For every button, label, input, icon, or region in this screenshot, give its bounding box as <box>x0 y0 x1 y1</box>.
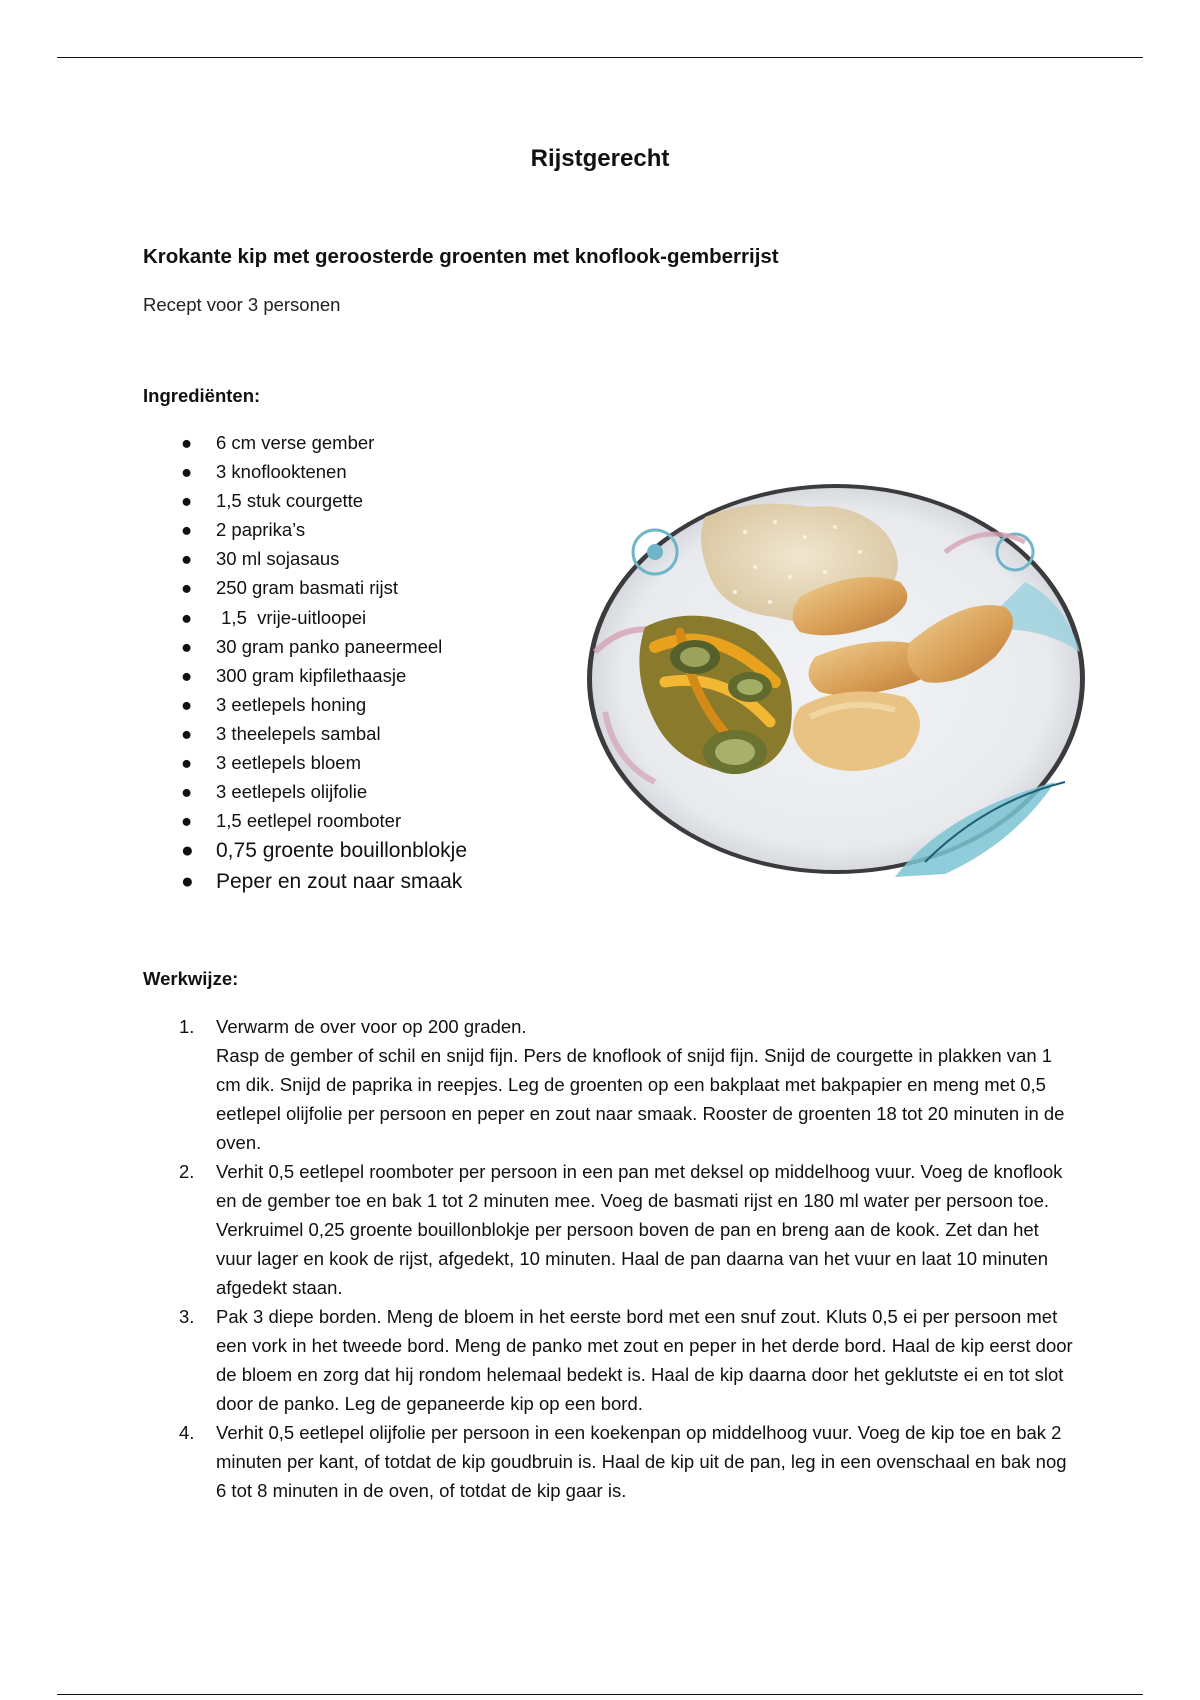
ingredient-item: ● 6 cm verse gember <box>175 428 467 457</box>
ingredient-item: ● 1,5 vrije-uitloopei <box>175 603 467 632</box>
ingredient-item: ● 2 paprika’s <box>175 515 467 544</box>
dish-photo <box>585 482 1087 877</box>
ingredients-heading: Ingrediënten: <box>143 385 261 406</box>
ingredient-item: ● 3 eetlepels bloem <box>175 748 467 777</box>
servings-text: Recept voor 3 personen <box>143 294 341 315</box>
step-text: Verhit 0,5 eetlepel roomboter per persoon in een pan met deksel op middelhoog vuur. Voeg de knoflook en de gember toe en bak 1 tot 2 minuten mee. Voeg de basmati rijst en 180 ml water per persoon toe. Verkruimel 0,25 groente bouillonblokje per persoon boven de pan en breng aan de kook. Zet dan het vuur lager en kook de rijst, afgedekt, 10 minuten. Haal de pan daarna van het vuur en laat 10 minuten afgedekt staan. <box>216 1161 1063 1298</box>
method-step <box>175 1302 1075 1418</box>
ingredient-item: ● 1,5 eetlepel roomboter <box>175 806 467 835</box>
method-steps <box>175 1012 1075 1505</box>
bullet-icon: ● <box>181 635 193 657</box>
ingredient-item: ● 30 ml sojasaus <box>175 544 467 573</box>
bullet-icon: ● <box>181 519 193 541</box>
ingredient-item: ● 3 knoflooktenen <box>175 457 467 486</box>
bullet-icon: ● <box>181 461 193 483</box>
step-number: 2. <box>179 1161 195 1182</box>
bullet-icon: ● <box>181 548 193 570</box>
page-title: Rijstgerecht <box>530 145 670 172</box>
method-step <box>175 1012 1075 1157</box>
footer-rule <box>57 1694 1143 1695</box>
method-step <box>175 1418 1075 1505</box>
step-number: 1. <box>179 1016 195 1037</box>
step-text: Verwarm de over voor op 200 graden. <box>216 1016 527 1037</box>
ingredient-item: ● 250 gram basmati rijst <box>175 573 467 602</box>
bullet-icon: ● <box>181 664 193 686</box>
ingredient-item: ● 3 eetlepels honing <box>175 690 467 719</box>
bullet-icon: ● <box>181 870 194 894</box>
bullet-icon: ● <box>181 693 193 715</box>
header-rule <box>57 57 1143 58</box>
method-heading: Werkwijze: <box>143 968 239 989</box>
bullet-icon: ● <box>181 606 193 628</box>
ingredient-item: ● Peper en zout naar smaak <box>175 866 467 897</box>
step-text: Pak 3 diepe borden. Meng de bloem in het eerste bord met een snuf zout. Kluts 0,5 ei per persoon met een vork in het tweede bord. Meng de panko met zout en peper in het derde bord. Haal de kip eerst door de bloem en zorg dat hij rondom helemaal bedekt is. Haal de kip daarna door het geklutste ei en tot slot door de panko. Leg de gepaneerde kip op een bord. <box>216 1306 1073 1414</box>
step-number: 3. <box>179 1306 195 1327</box>
step-text: Verhit 0,5 eetlepel olijfolie per persoon in een koekenpan op middelhoog vuur. Voeg de kip toe en bak 2 minuten per kant, of totdat de kip goudbruin is. Haal de kip uit de pan, leg in een ovenschaal en bak nog 6 tot 8 minuten in de oven, of totdat de kip gaar is. <box>216 1422 1067 1501</box>
bullet-icon: ● <box>181 722 193 744</box>
method-step <box>175 1157 1075 1302</box>
ingredient-item: ● 3 eetlepels olijfolie <box>175 777 467 806</box>
bullet-icon: ● <box>181 781 193 803</box>
bullet-icon: ● <box>181 577 193 599</box>
bullet-icon: ● <box>181 432 193 453</box>
ingredient-list <box>175 428 467 897</box>
bullet-icon: ● <box>181 810 193 832</box>
bullet-icon: ● <box>181 752 193 774</box>
bullet-icon: ● <box>181 490 193 512</box>
bullet-icon: ● <box>181 839 194 863</box>
ingredient-item: ● 3 theelepels sambal <box>175 719 467 748</box>
ingredient-item: ● 300 gram kipfilethaasje <box>175 661 467 690</box>
ingredient-item: ● 0,75 groente bouillonblokje <box>175 835 467 866</box>
recipe-title: Krokante kip met geroosterde groenten met knoflook-gemberrijst <box>143 245 779 268</box>
ingredient-item: ● 30 gram panko paneermeel <box>175 632 467 661</box>
ingredient-item: ● 1,5 stuk courgette <box>175 486 467 515</box>
step-number: 4. <box>179 1422 195 1443</box>
step-text: Rasp de gember of schil en snijd fijn. Pers de knoflook of snijd fijn. Snijd de courgette in plakken van 1 cm dik. Snijd de paprika in reepjes. Leg de groenten op een bakplaat met bakpapier en meng met 0,5 eetlepel olijfolie per persoon en peper en zout naar smaak. Rooster de groenten 18 tot 20 minuten in de oven. <box>216 1045 1065 1153</box>
